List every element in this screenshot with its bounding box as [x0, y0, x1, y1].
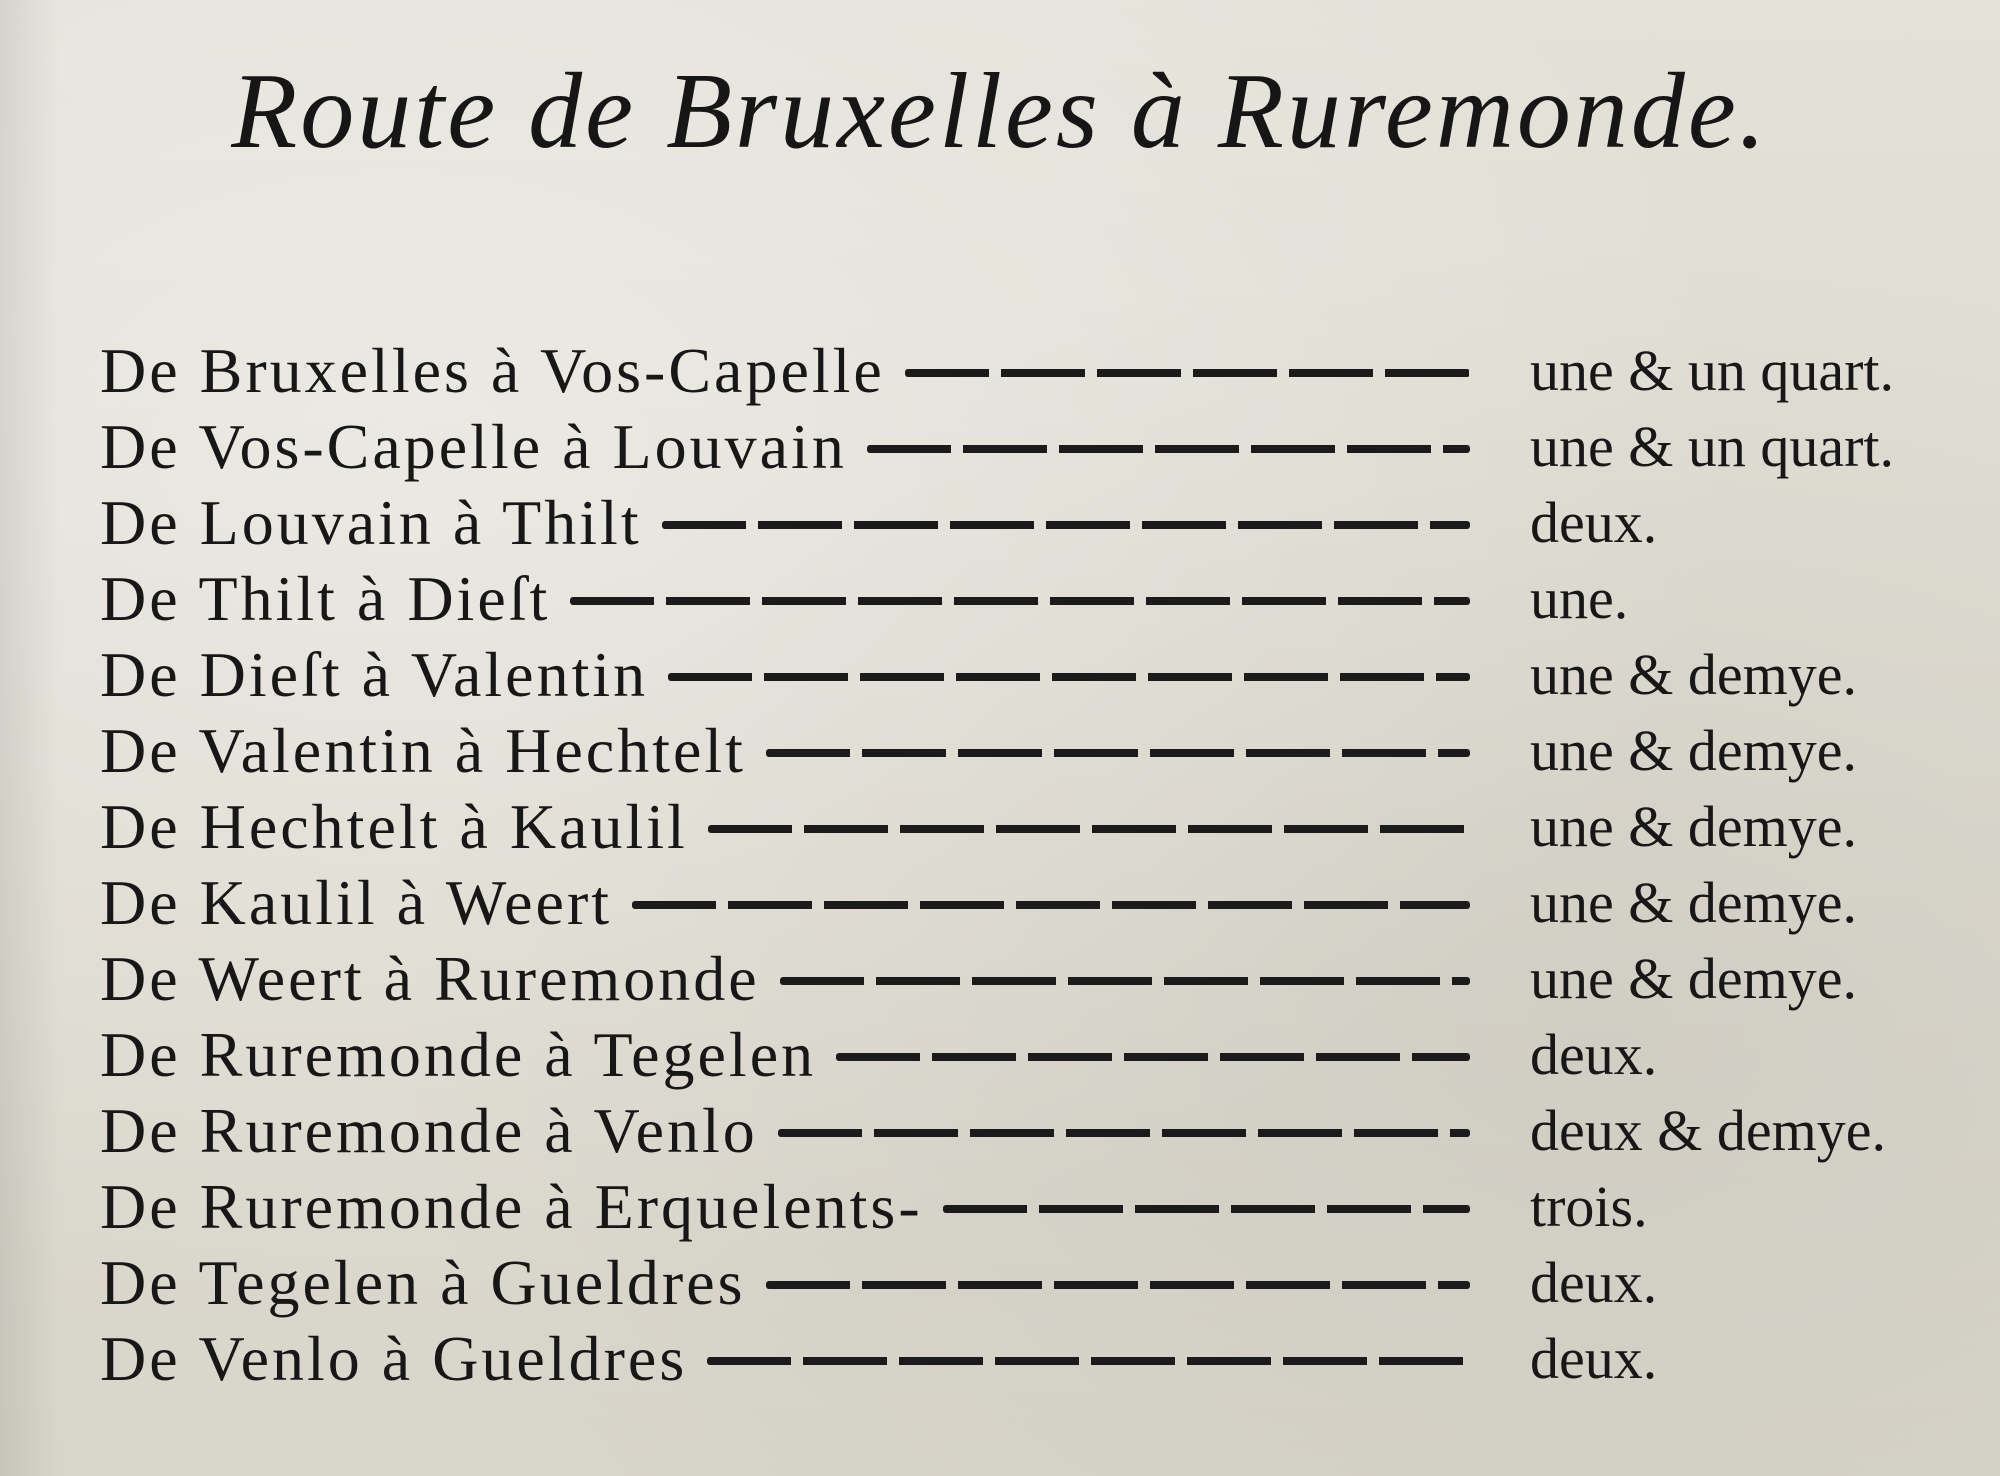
route-distance: deux.	[1530, 490, 1658, 555]
route-row	[0, 865, 2000, 941]
leader-dashes	[836, 1053, 1470, 1061]
route-row	[0, 1093, 2000, 1169]
route-places: De Thilt à Dieſt	[100, 563, 551, 634]
route-distance: une & un quart.	[1530, 414, 1895, 479]
route-distance: une & demye.	[1530, 870, 1857, 935]
route-distance: deux.	[1530, 1022, 1658, 1087]
route-row	[0, 637, 2000, 713]
route-row	[0, 1321, 2000, 1397]
leader-dashes	[570, 597, 1470, 605]
route-row	[0, 789, 2000, 865]
route-row	[0, 333, 2000, 409]
route-places: De Valentin à Hechtelt	[100, 715, 746, 786]
route-places: De Louvain à Thilt	[100, 487, 642, 558]
route-places: De Ruremonde à Erquelents-	[100, 1171, 923, 1242]
leader-dashes	[707, 1357, 1470, 1365]
page-title: Route de Bruxelles à Ruremonde.	[231, 52, 1769, 171]
route-row	[0, 1169, 2000, 1245]
route-places: De Dieſt à Valentin	[100, 639, 649, 710]
route-row	[0, 561, 2000, 637]
route-places: De Kaulil à Weert	[100, 867, 613, 938]
leader-dashes	[766, 1281, 1470, 1289]
route-places: De Venlo à Gueldres	[100, 1323, 688, 1394]
route-places: De Weert à Ruremonde	[100, 943, 760, 1014]
route-places: De Hechtelt à Kaulil	[100, 791, 688, 862]
route-distance: une & demye.	[1530, 718, 1857, 783]
leader-dashes	[778, 1129, 1470, 1137]
route-distance: une & demye.	[1530, 642, 1857, 707]
route-distance: une & demye.	[1530, 946, 1857, 1011]
leader-dashes	[780, 977, 1470, 985]
leader-dashes	[766, 749, 1470, 757]
route-places: De Ruremonde à Tegelen	[100, 1019, 817, 1090]
route-distance: trois.	[1530, 1174, 1648, 1239]
route-row	[0, 941, 2000, 1017]
leader-dashes	[708, 825, 1470, 833]
route-places: De Tegelen à Gueldres	[100, 1247, 746, 1318]
leader-dashes	[867, 445, 1470, 453]
route-distance: deux.	[1530, 1326, 1658, 1391]
route-distance: une & demye.	[1530, 794, 1857, 859]
route-row	[0, 485, 2000, 561]
leader-dashes	[943, 1205, 1470, 1213]
route-row	[0, 713, 2000, 789]
route-distance: deux & demye.	[1530, 1098, 1886, 1163]
route-distance: une.	[1530, 566, 1629, 631]
route-places: De Ruremonde à Venlo	[100, 1095, 758, 1166]
route-distance: une & un quart.	[1530, 338, 1895, 403]
route-row	[0, 409, 2000, 485]
route-row	[0, 1017, 2000, 1093]
route-row	[0, 1245, 2000, 1321]
leader-dashes	[668, 673, 1470, 681]
leader-dashes	[632, 901, 1470, 909]
route-distance: deux.	[1530, 1250, 1658, 1315]
leader-dashes	[662, 521, 1470, 529]
leader-dashes	[905, 369, 1470, 377]
route-places: De Bruxelles à Vos-Capelle	[100, 335, 885, 406]
route-places: De Vos-Capelle à Louvain	[100, 411, 847, 482]
